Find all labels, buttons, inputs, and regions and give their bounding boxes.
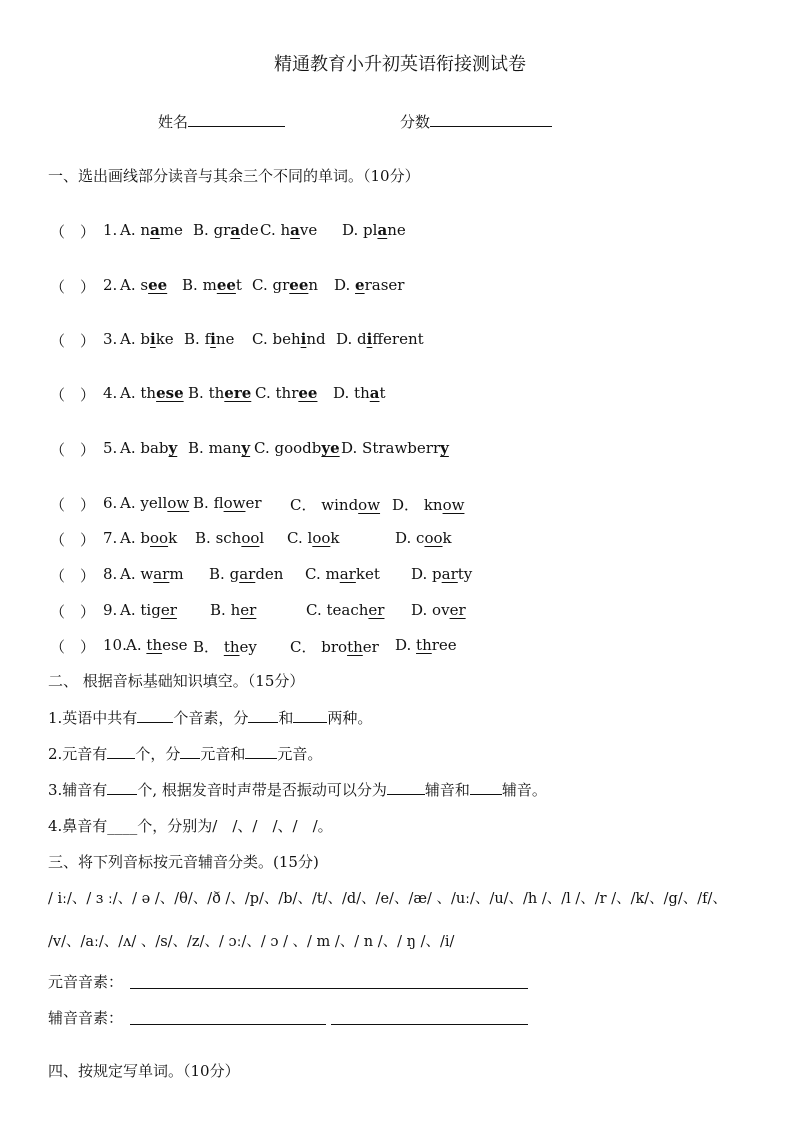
vowel-label: 元音音素： bbox=[48, 973, 124, 991]
underlined-letters: ow bbox=[223, 494, 246, 512]
answer-bracket[interactable]: （ ） bbox=[50, 223, 96, 241]
option-a: A. name bbox=[120, 221, 183, 239]
option-b: B. school bbox=[195, 529, 265, 547]
option-c: C. green bbox=[252, 276, 319, 294]
answer-blank[interactable] bbox=[248, 708, 278, 723]
option-a: A. yellow bbox=[120, 494, 190, 512]
phonetic-symbols-line1: / iː/、/ ɜ ː/、/ ə /、/θ/、/ð /、/p/、/b/、/t/、/d/、/e/、/æ/ 、/uː/、/u/、/h /、/l /、/r /、/k/、/g/、/f/、 bbox=[48, 891, 727, 907]
option-b: B. her bbox=[210, 601, 257, 619]
underlined-letters: y bbox=[440, 439, 449, 457]
answer-bracket[interactable]: （ ） bbox=[50, 496, 96, 514]
score-blank[interactable] bbox=[430, 112, 552, 127]
phonetic-symbols-line2: /v/、/aː/、/ʌ/ 、/s/、/z/、/ ɔː/、/ ɔ / 、/ m /、/ n /、/ ŋ /、/i/ bbox=[48, 934, 455, 950]
option-d: D. Strawberry bbox=[341, 439, 449, 457]
underlined-letters: th bbox=[416, 636, 432, 654]
option-b: B. there bbox=[188, 384, 252, 402]
underlined-letters: oo bbox=[241, 529, 260, 547]
answer-blank[interactable] bbox=[293, 708, 327, 723]
name-label: 姓名 bbox=[158, 113, 189, 131]
underlined-letters: y bbox=[168, 439, 178, 457]
underlined-letters: th bbox=[146, 636, 163, 654]
underlined-letters: a bbox=[369, 384, 380, 402]
section1-heading: 一、选出画线部分读音与其余三个不同的单词。（10分） bbox=[48, 167, 420, 185]
section2-q1: 1.英语中共有 个音素，分 和 两种。 bbox=[48, 709, 373, 727]
underlined-letters: a bbox=[290, 221, 300, 239]
option-b: B． they bbox=[193, 638, 257, 656]
answer-bracket[interactable]: （ ） bbox=[50, 278, 96, 296]
underlined-letters: oo bbox=[424, 529, 443, 547]
option-d: D. over bbox=[411, 601, 466, 619]
question-number: 9. bbox=[103, 601, 118, 619]
score-field[interactable] bbox=[400, 111, 552, 132]
question-number: 3. bbox=[103, 330, 118, 348]
answer-bracket[interactable]: （ ） bbox=[50, 531, 96, 549]
underlined-letters: ee bbox=[148, 276, 168, 294]
underlined-letters: ow bbox=[167, 494, 190, 512]
underlined-letters: i bbox=[210, 330, 216, 348]
underlined-letters: a bbox=[377, 221, 388, 239]
underlined-letters: th bbox=[347, 638, 363, 656]
option-b: B. meet bbox=[182, 276, 242, 294]
score-label: 分数 bbox=[400, 113, 431, 131]
option-a: A. book bbox=[120, 529, 178, 547]
answer-blank[interactable] bbox=[470, 780, 502, 795]
underlined-letters: ar bbox=[239, 565, 256, 583]
underlined-letters: ere bbox=[224, 384, 252, 402]
underlined-letters: ye bbox=[321, 439, 340, 457]
underlined-letters: e bbox=[355, 276, 365, 294]
answer-bracket[interactable]: （ ） bbox=[50, 603, 96, 621]
underlined-letters: er bbox=[160, 601, 177, 619]
option-b: B. grade bbox=[193, 221, 259, 239]
option-c: C. have bbox=[260, 221, 318, 239]
underlined-letters: ee bbox=[216, 276, 236, 294]
answer-bracket[interactable]: （ ） bbox=[50, 332, 96, 350]
consonant-answer-line-2[interactable] bbox=[331, 1024, 528, 1025]
option-d: D. three bbox=[395, 636, 457, 654]
option-d: D. cook bbox=[395, 529, 452, 547]
question-number: 4. bbox=[103, 384, 118, 402]
option-a: A. baby bbox=[120, 439, 178, 457]
option-c: C. market bbox=[305, 565, 380, 583]
name-field[interactable] bbox=[158, 111, 285, 132]
answer-bracket[interactable]: （ ） bbox=[50, 441, 96, 459]
underlined-letters: ee bbox=[298, 384, 318, 402]
consonant-answer-line-1[interactable] bbox=[130, 1024, 326, 1025]
option-a: A. these bbox=[126, 636, 188, 654]
page-title: 精通教育小升初英语衔接测试卷 bbox=[274, 54, 526, 75]
answer-blank[interactable] bbox=[107, 744, 135, 759]
underlined-letters: oo bbox=[150, 529, 169, 547]
question-number: 1. bbox=[103, 221, 118, 239]
underlined-letters: er bbox=[368, 601, 385, 619]
option-b: B. fine bbox=[184, 330, 235, 348]
option-a: A. see bbox=[120, 276, 168, 294]
option-d: D． know bbox=[392, 496, 465, 514]
answer-blank[interactable] bbox=[107, 780, 137, 795]
option-d: D. eraser bbox=[334, 276, 405, 294]
underlined-letters: ar bbox=[441, 565, 458, 583]
answer-bracket[interactable]: （ ） bbox=[50, 386, 96, 404]
underlined-letters: i bbox=[366, 330, 373, 348]
option-a: A. bike bbox=[120, 330, 174, 348]
underlined-letters: i bbox=[300, 330, 307, 348]
question-number: 5. bbox=[103, 439, 118, 457]
underlined-letters: ow bbox=[442, 496, 465, 514]
option-d: D. plane bbox=[342, 221, 406, 239]
question-number: 10. bbox=[103, 636, 127, 654]
option-a: A. warm bbox=[120, 565, 184, 583]
underlined-letters: er bbox=[240, 601, 257, 619]
question-number: 6. bbox=[103, 494, 118, 512]
consonant-label: 辅音音素： bbox=[48, 1009, 124, 1027]
section2-q2: 2.元音有 个，分 元音和 元音。 bbox=[48, 745, 323, 763]
underlined-letters: ar bbox=[153, 565, 170, 583]
underlined-letters: er bbox=[449, 601, 466, 619]
question-number: 8. bbox=[103, 565, 118, 583]
option-c: C. three bbox=[255, 384, 318, 402]
answer-bracket[interactable]: （ ） bbox=[50, 638, 96, 656]
option-b: B. garden bbox=[209, 565, 284, 583]
section4-heading: 四、按规定写单词。（10分） bbox=[48, 1062, 240, 1080]
answer-blank[interactable] bbox=[245, 744, 277, 759]
underlined-letters: ese bbox=[156, 384, 184, 402]
underlined-letters: oo bbox=[312, 529, 331, 547]
section3-heading: 三、将下列音标按元音辅音分类。(15分) bbox=[48, 853, 319, 871]
option-c: C. look bbox=[287, 529, 340, 547]
option-d: D. that bbox=[333, 384, 386, 402]
underlined-letters: a bbox=[150, 221, 160, 239]
answer-blank[interactable] bbox=[387, 780, 425, 795]
option-b: B. flower bbox=[193, 494, 262, 512]
underlined-letters: y bbox=[241, 439, 251, 457]
underlined-letters: a bbox=[230, 221, 241, 239]
option-c: C. behind bbox=[252, 330, 326, 348]
option-c: C． window bbox=[290, 496, 381, 514]
option-c: C. goodbye bbox=[254, 439, 340, 457]
name-blank[interactable] bbox=[188, 112, 285, 127]
vowel-answer-line[interactable] bbox=[130, 988, 528, 989]
section2-q4: 4.鼻音有____个，分别为/ /、/ /、/ /。 bbox=[48, 817, 333, 835]
question-number: 2. bbox=[103, 276, 118, 294]
option-c: C． brother bbox=[290, 638, 379, 656]
section2-heading: 二、 根据音标基础知识填空。（15分） bbox=[48, 672, 305, 690]
option-d: D. different bbox=[336, 330, 424, 348]
answer-blank[interactable] bbox=[137, 708, 173, 723]
option-c: C. teacher bbox=[306, 601, 385, 619]
option-a: A. these bbox=[120, 384, 184, 402]
question-number: 7. bbox=[103, 529, 118, 547]
underlined-letters: ar bbox=[339, 565, 356, 583]
underlined-letters: th bbox=[223, 638, 240, 656]
underlined-letters: ow bbox=[358, 496, 381, 514]
answer-bracket[interactable]: （ ） bbox=[50, 567, 96, 585]
section2-q3: 3.辅音有 个, 根据发音时声带是否振动可以分为 辅音和 辅音。 bbox=[48, 781, 547, 799]
option-d: D. party bbox=[411, 565, 473, 583]
underlined-letters: i bbox=[150, 330, 156, 348]
option-b: B. many bbox=[188, 439, 251, 457]
option-a: A. tiger bbox=[120, 601, 177, 619]
answer-blank[interactable] bbox=[180, 744, 200, 759]
underlined-letters: ee bbox=[289, 276, 309, 294]
